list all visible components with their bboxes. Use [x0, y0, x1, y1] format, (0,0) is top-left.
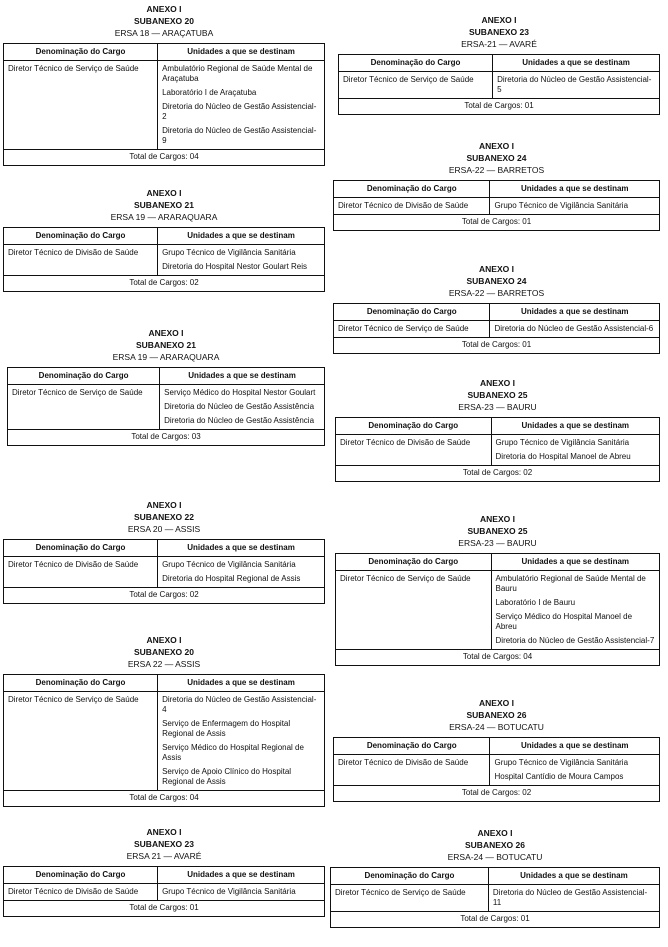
unidade-item: Serviço Médico do Hospital Regional de Assis [162, 743, 304, 762]
unidades-cell [490, 198, 660, 215]
cargo-cell: Diretor Técnico de Serviço de Saúde [339, 72, 493, 99]
cargo-cell: Diretor Técnico de Serviço de Saúde [4, 692, 158, 791]
col-header-cargo: Denominação do Cargo [331, 868, 489, 885]
block-header [3, 187, 325, 223]
subanexo-title: SUBANEXO 20 [134, 16, 194, 26]
cargos-table [338, 54, 660, 115]
anexo-block-7 [338, 14, 660, 115]
subanexo-title: SUBANEXO 24 [466, 276, 527, 286]
unidades-cell [158, 884, 325, 901]
unidades-cell [493, 72, 660, 99]
region-title: ERSA-22 — BARRETOS [448, 288, 545, 298]
anexo-title: ANEXO I [146, 4, 182, 14]
total-row [334, 215, 660, 231]
block-header [3, 826, 325, 862]
table-header-row [8, 368, 325, 385]
block-header [338, 14, 660, 50]
unidade-item: Hospital Cantídio de Moura Campos [494, 772, 624, 781]
cargo-cell: Diretor Técnico de Divisão de Saúde [4, 884, 158, 901]
region-title: ERSA 19 — ARARAQUARA [110, 212, 218, 222]
region-title: ERSA 18 — ARAÇATUBA [114, 28, 214, 38]
region-title: ERSA 22 — ASSIS [127, 659, 201, 669]
total-cargos: Total de Cargos: 04 [336, 650, 660, 666]
block-header [3, 634, 325, 670]
cargos-table [3, 539, 325, 604]
cargos-table [330, 867, 660, 928]
table-header-row [334, 304, 660, 321]
total-cargos: Total de Cargos: 04 [4, 791, 325, 807]
table-header-row [4, 675, 325, 692]
table-header-row [331, 868, 660, 885]
region-title: ERSA 21 — AVARÉ [126, 851, 202, 861]
total-row [331, 912, 660, 928]
anexo-title: ANEXO I [479, 141, 514, 151]
region-title: ERSA-23 — BAURU [458, 402, 537, 412]
table-header-row [336, 418, 660, 435]
table-row [4, 884, 325, 901]
subanexo-title: SUBANEXO 23 [469, 27, 529, 37]
unidade-item: Serviço Médico do Hospital Manoel de Abreu [495, 612, 633, 631]
region-title: ERSA-24 — BOTUCATU [449, 722, 544, 732]
table-row [4, 557, 325, 588]
block-header [7, 327, 325, 363]
col-header-cargo: Denominação do Cargo [334, 304, 490, 321]
col-header-cargo: Denominação do Cargo [4, 540, 158, 557]
col-header-unidades: Unidades a que se destinam [488, 868, 659, 885]
anexo-title: ANEXO I [479, 264, 514, 274]
anexo-title: ANEXO I [146, 827, 182, 837]
block-header [333, 697, 660, 733]
total-cargos: Total de Cargos: 04 [4, 150, 325, 166]
anexo-block-2 [3, 187, 325, 292]
block-header [335, 377, 660, 413]
cargos-table [333, 180, 660, 231]
unidades-cell [491, 571, 659, 650]
block-header [333, 140, 660, 176]
anexo-block-13 [330, 827, 660, 928]
col-header-cargo: Denominação do Cargo [4, 867, 158, 884]
cargo-cell: Diretor Técnico de Divisão de Saúde [4, 557, 158, 588]
unidade-item: Grupo Técnico de Vigilância Sanitária [162, 560, 296, 569]
anexo-title: ANEXO I [146, 500, 182, 510]
unidade-item: Grupo Técnico de Vigilância Sanitária [494, 758, 629, 767]
col-header-cargo: Denominação do Cargo [334, 738, 490, 755]
anexo-block-11 [335, 513, 660, 666]
col-header-unidades: Unidades a que se destinam [158, 228, 325, 245]
col-header-unidades: Unidades a que se destinam [491, 554, 659, 571]
total-cargos: Total de Cargos: 01 [334, 338, 660, 354]
anexo-title: ANEXO I [146, 635, 182, 645]
anexo-block-3 [7, 327, 325, 446]
col-header-cargo: Denominação do Cargo [334, 181, 490, 198]
total-row [336, 466, 660, 482]
col-header-unidades: Unidades a que se destinam [490, 304, 660, 321]
subanexo-title: SUBANEXO 21 [134, 200, 194, 210]
anexo-title: ANEXO I [146, 188, 182, 198]
table-row [4, 61, 325, 150]
table-row [334, 321, 660, 338]
unidade-item: Diretoria do Núcleo de Gestão Assistencial-4 [162, 695, 317, 714]
table-row [8, 385, 325, 430]
unidade-item: Grupo Técnico de Vigilância Sanitária [162, 887, 296, 896]
col-header-unidades: Unidades a que se destinam [490, 738, 660, 755]
table-header-row [336, 554, 660, 571]
anexo-block-10 [335, 377, 660, 482]
table-row [331, 885, 660, 912]
unidades-cell [488, 885, 659, 912]
cargo-cell: Diretor Técnico de Serviço de Saúde [8, 385, 160, 430]
anexo-block-8 [333, 140, 660, 231]
block-header [333, 263, 660, 299]
unidade-item: Diretoria do Núcleo de Gestão Assistencial-7 [495, 636, 655, 645]
anexo-title: ANEXO I [480, 514, 515, 524]
col-header-unidades: Unidades a que se destinam [160, 368, 325, 385]
region-title: ERSA-23 — BAURU [458, 538, 537, 548]
unidades-cell [158, 61, 325, 150]
col-header-unidades: Unidades a que se destinam [158, 44, 325, 61]
total-cargos: Total de Cargos: 02 [4, 276, 325, 292]
anexo-block-6 [3, 826, 325, 917]
unidade-item: Diretoria do Hospital Regional de Assis [162, 574, 301, 583]
total-row [4, 791, 325, 807]
unidades-cell [490, 321, 660, 338]
total-cargos: Total de Cargos: 02 [4, 588, 325, 604]
unidade-item: Laboratório I de Araçatuba [162, 88, 257, 97]
cargos-table [3, 43, 325, 166]
unidades-cell [158, 557, 325, 588]
region-title: ERSA-22 — BARRETOS [448, 165, 545, 175]
cargos-table [335, 553, 660, 666]
total-cargos: Total de Cargos: 01 [4, 901, 325, 917]
col-header-unidades: Unidades a que se destinam [158, 540, 325, 557]
subanexo-title: SUBANEXO 22 [134, 512, 194, 522]
anexo-title: ANEXO I [477, 828, 513, 838]
subanexo-title: SUBANEXO 26 [465, 840, 525, 850]
anexo-title: ANEXO I [481, 15, 517, 25]
total-cargos: Total de Cargos: 03 [8, 430, 325, 446]
subanexo-title: SUBANEXO 20 [134, 647, 194, 657]
anexo-block-5 [3, 634, 325, 807]
region-title: ERSA 20 — ASSIS [127, 524, 201, 534]
anexo-title: ANEXO I [479, 698, 514, 708]
col-header-unidades: Unidades a que se destinam [491, 418, 659, 435]
col-header-cargo: Denominação do Cargo [336, 554, 492, 571]
block-header [3, 499, 325, 535]
unidade-item: Ambulatório Regional de Saúde Mental de Araçatuba [162, 64, 313, 83]
anexo-title: ANEXO I [148, 328, 184, 338]
table-row [336, 435, 660, 466]
cargo-cell: Diretor Técnico de Serviço de Saúde [336, 571, 492, 650]
block-header [330, 827, 660, 863]
total-row [334, 786, 660, 802]
col-header-unidades: Unidades a que se destinam [158, 867, 325, 884]
unidade-item: Laboratório I de Bauru [495, 598, 576, 607]
total-cargos: Total de Cargos: 02 [334, 786, 660, 802]
cargo-cell: Diretor Técnico de Divisão de Saúde [4, 245, 158, 276]
cargo-cell: Diretor Técnico de Divisão de Saúde [336, 435, 492, 466]
cargo-cell: Diretor Técnico de Serviço de Saúde [331, 885, 489, 912]
unidade-item: Ambulatório Regional de Saúde Mental de Bauru [495, 574, 646, 593]
unidade-item: Diretoria do Núcleo de Gestão Assistência [164, 416, 315, 425]
subanexo-title: SUBANEXO 24 [466, 153, 527, 163]
table-row [334, 198, 660, 215]
total-row [339, 99, 660, 115]
unidade-item: Serviço de Enfermagem do Hospital Regional de Assis [162, 719, 291, 738]
unidade-item: Diretoria do Núcleo de Gestão Assistencial-5 [497, 75, 652, 94]
cargo-cell: Diretor Técnico de Serviço de Saúde [334, 321, 490, 338]
total-row [336, 650, 660, 666]
subanexo-title: SUBANEXO 26 [466, 710, 527, 720]
col-header-unidades: Unidades a que se destinam [493, 55, 660, 72]
unidade-item: Diretoria do Núcleo de Gestão Assistencial-2 [162, 102, 317, 121]
anexo-block-9 [333, 263, 660, 354]
total-cargos: Total de Cargos: 01 [331, 912, 660, 928]
table-header-row [339, 55, 660, 72]
unidade-item: Diretoria do Núcleo de Gestão Assistência [164, 402, 315, 411]
cargos-table [3, 227, 325, 292]
unidades-cell [158, 245, 325, 276]
unidade-item: Grupo Técnico de Vigilância Sanitária [494, 201, 629, 210]
total-row [4, 150, 325, 166]
table-header-row [334, 181, 660, 198]
cargos-table [7, 367, 325, 446]
col-header-cargo: Denominação do Cargo [336, 418, 492, 435]
anexo-block-12 [333, 697, 660, 802]
table-header-row [4, 228, 325, 245]
table-header-row [4, 44, 325, 61]
total-cargos: Total de Cargos: 01 [339, 99, 660, 115]
table-row [334, 755, 660, 786]
col-header-cargo: Denominação do Cargo [8, 368, 160, 385]
total-row [8, 430, 325, 446]
table-header-row [334, 738, 660, 755]
unidade-item: Diretoria do Hospital Manoel de Abreu [495, 452, 631, 461]
cargos-table [3, 674, 325, 807]
table-row [4, 692, 325, 791]
anexo-block-4 [3, 499, 325, 604]
region-title: ERSA-21 — AVARÉ [461, 39, 537, 49]
col-header-cargo: Denominação do Cargo [4, 675, 158, 692]
col-header-unidades: Unidades a que se destinam [490, 181, 660, 198]
unidade-item: Diretoria do Núcleo de Gestão Assistencial-9 [162, 126, 317, 145]
total-cargos: Total de Cargos: 02 [336, 466, 660, 482]
cargos-table [333, 737, 660, 802]
unidade-item: Grupo Técnico de Vigilância Sanitária [495, 438, 630, 447]
subanexo-title: SUBANEXO 21 [136, 340, 196, 350]
table-row [4, 245, 325, 276]
total-cargos: Total de Cargos: 01 [334, 215, 660, 231]
block-header [335, 513, 660, 549]
subanexo-title: SUBANEXO 23 [134, 839, 194, 849]
unidade-item: Diretoria do Hospital Nestor Goulart Reis [162, 262, 308, 271]
table-row [336, 571, 660, 650]
col-header-unidades: Unidades a que se destinam [158, 675, 325, 692]
anexo-block-1 [3, 3, 325, 166]
unidade-item: Grupo Técnico de Vigilância Sanitária [162, 248, 296, 257]
cargo-cell: Diretor Técnico de Divisão de Saúde [334, 755, 490, 786]
subanexo-title: SUBANEXO 25 [467, 526, 528, 536]
unidades-cell [160, 385, 325, 430]
cargo-cell: Diretor Técnico de Divisão de Saúde [334, 198, 490, 215]
total-row [4, 901, 325, 917]
total-row [334, 338, 660, 354]
cargos-table [333, 303, 660, 354]
unidades-cell [491, 435, 659, 466]
region-title: ERSA-24 — BOTUCATU [447, 852, 543, 862]
cargos-table [335, 417, 660, 482]
table-row [339, 72, 660, 99]
subanexo-title: SUBANEXO 25 [467, 390, 528, 400]
unidade-item: Serviço de Apoio Clínico do Hospital Regional de Assis [162, 767, 292, 786]
total-row [4, 588, 325, 604]
col-header-cargo: Denominação do Cargo [339, 55, 493, 72]
unidade-item: Serviço Médico do Hospital Nestor Goulart [164, 388, 316, 397]
table-header-row [4, 867, 325, 884]
col-header-cargo: Denominação do Cargo [4, 44, 158, 61]
unidade-item: Diretoria do Núcleo de Gestão Assistencial-11 [492, 888, 648, 907]
anexo-title: ANEXO I [480, 378, 515, 388]
block-header [3, 3, 325, 39]
unidades-cell [490, 755, 660, 786]
unidades-cell [158, 692, 325, 791]
cargos-table [3, 866, 325, 917]
table-header-row [4, 540, 325, 557]
region-title: ERSA 19 — ARARAQUARA [112, 352, 220, 362]
unidade-item: Diretoria do Núcleo de Gestão Assistencial-6 [494, 324, 654, 333]
col-header-cargo: Denominação do Cargo [4, 228, 158, 245]
total-row [4, 276, 325, 292]
cargo-cell: Diretor Técnico de Serviço de Saúde [4, 61, 158, 150]
